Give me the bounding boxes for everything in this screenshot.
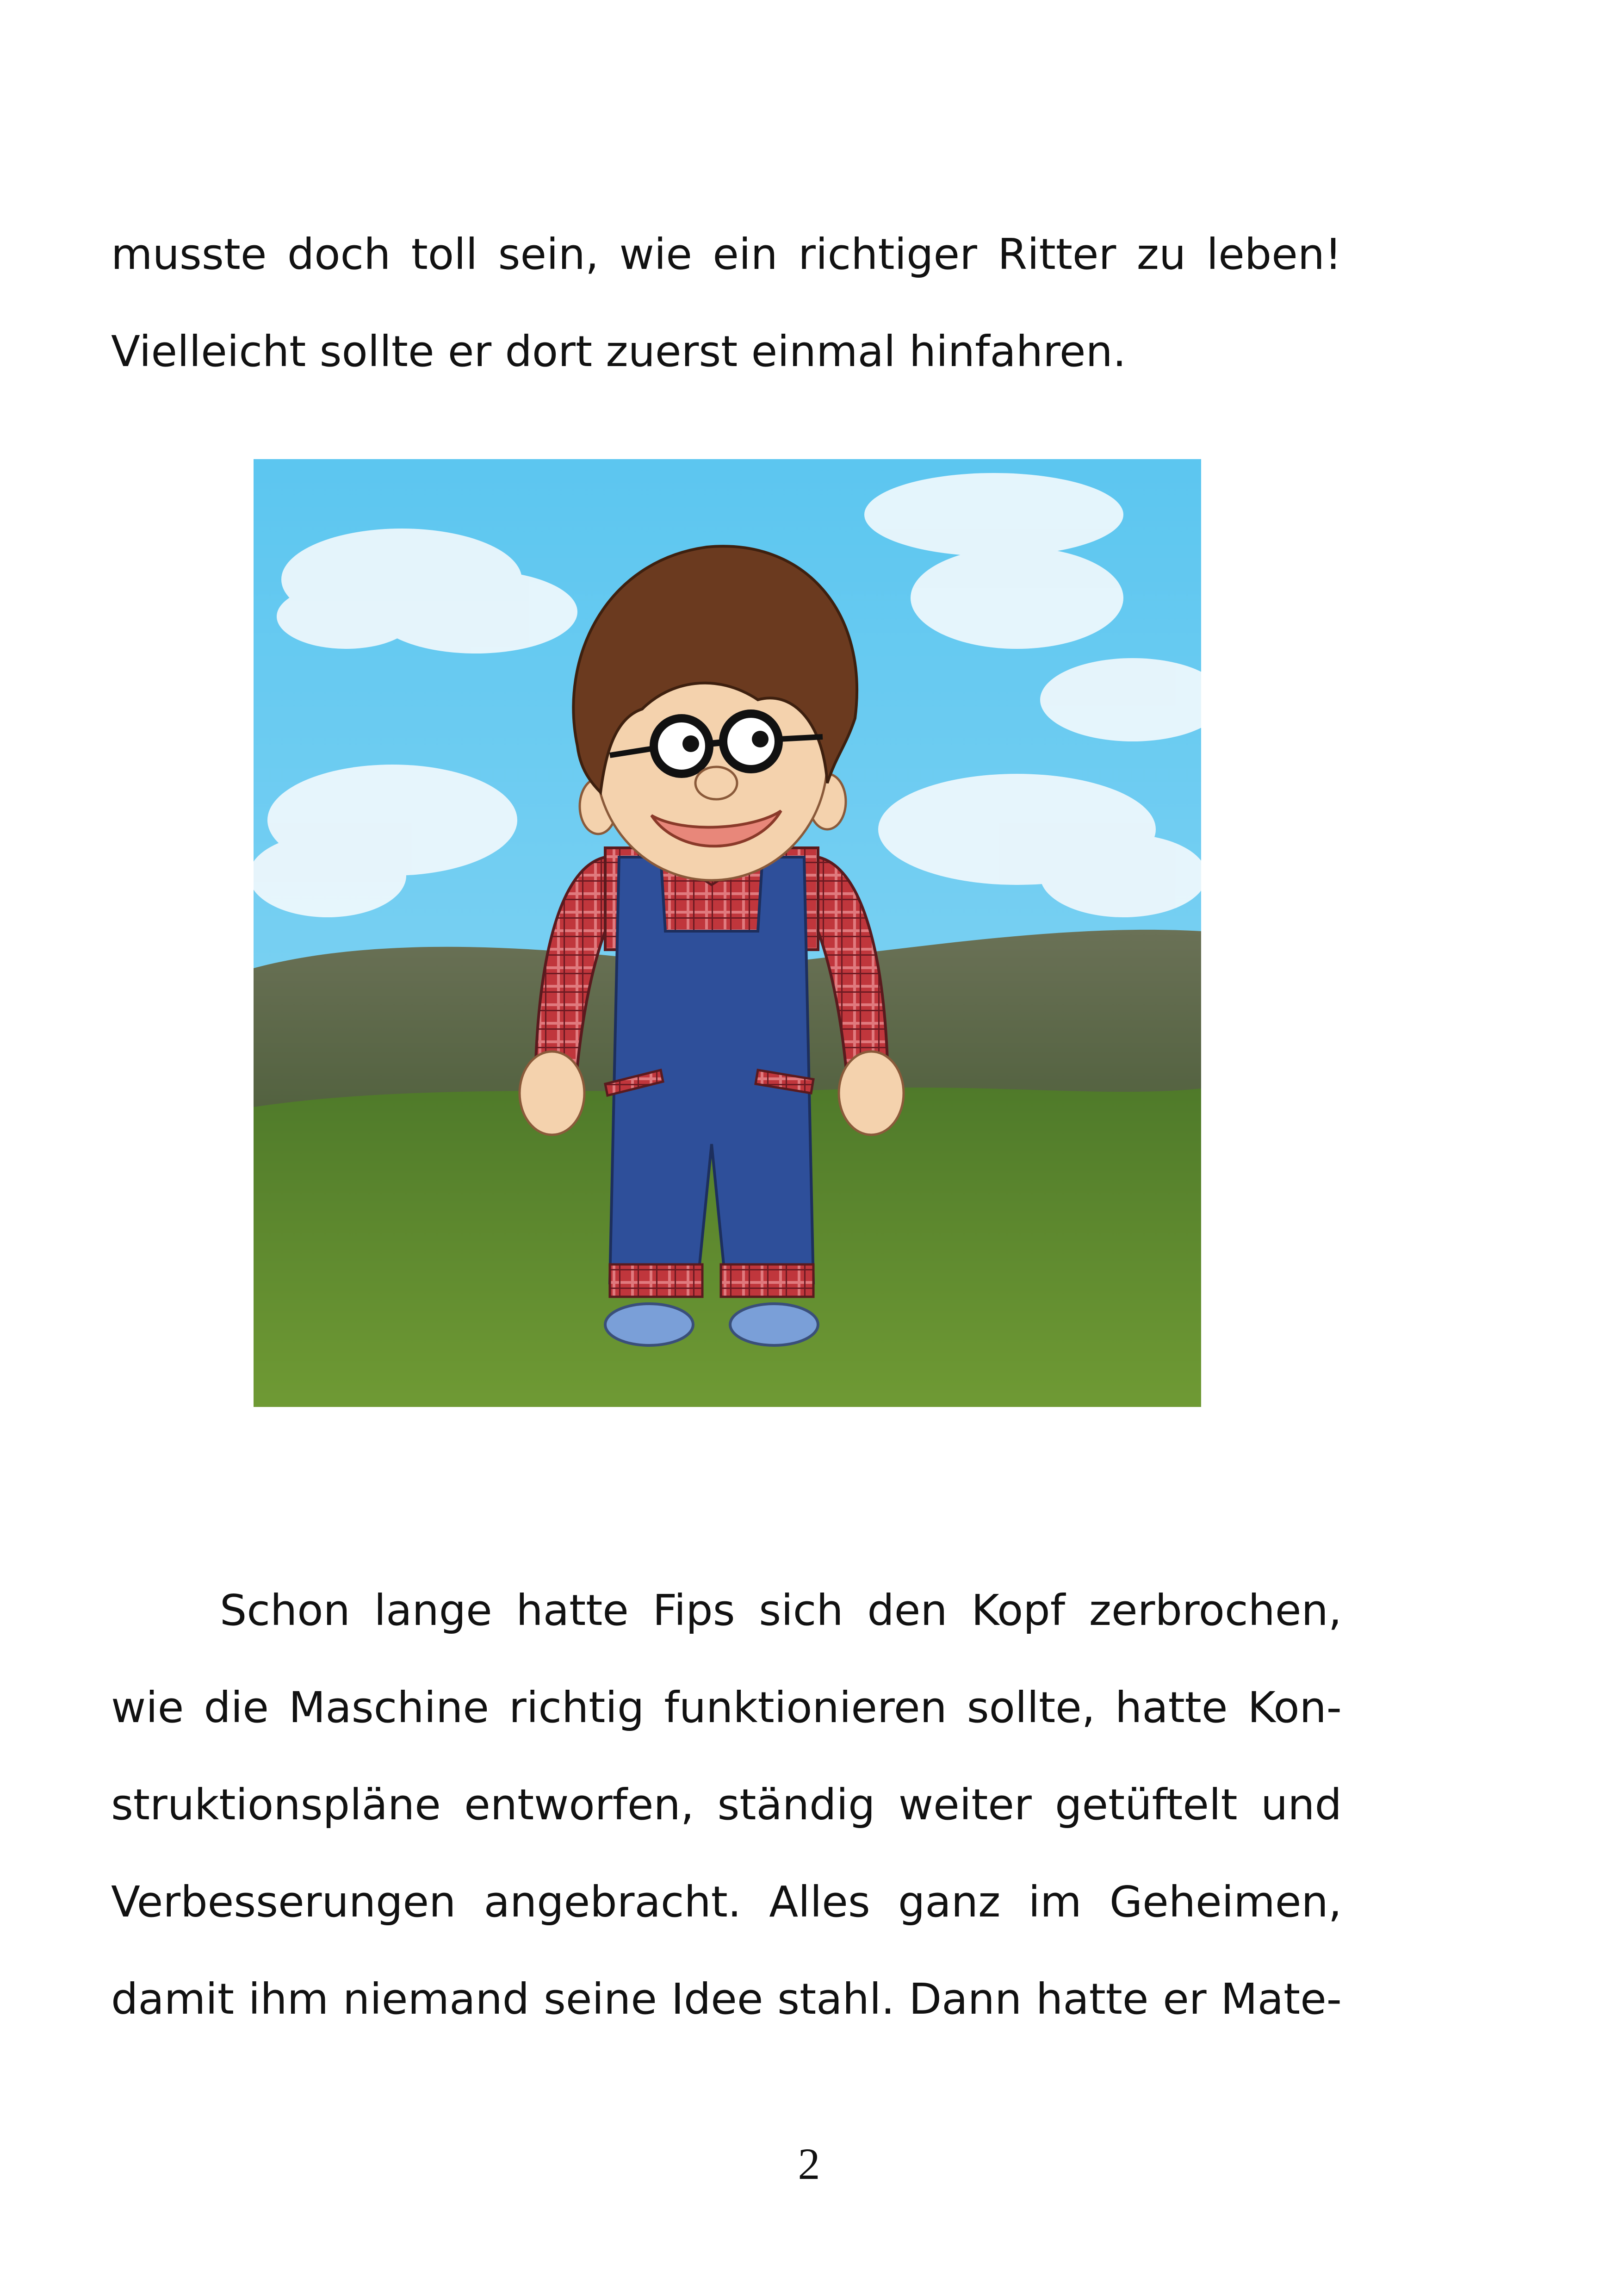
- overalls-cuff-right: [721, 1264, 813, 1297]
- fips-illustration: [254, 459, 1201, 1407]
- text-line: damit ihm niemand seine Idee stahl. Dann hatte er Mate-: [111, 1974, 1342, 2024]
- text-line: struktionspläne entworfen, ständig weiter getüftelt und: [111, 1780, 1342, 1829]
- nose: [695, 767, 737, 799]
- left-hand: [520, 1052, 584, 1135]
- page-number: 2: [798, 2139, 820, 2189]
- right-eye: [752, 731, 769, 747]
- right-hand: [839, 1052, 904, 1135]
- glasses-left-lens: [654, 718, 709, 774]
- glasses-bridge: [709, 742, 723, 744]
- text-line: Vielleicht sollte er dort zuerst einmal hinfahren.: [111, 327, 1127, 376]
- right-shoe: [730, 1304, 818, 1345]
- text-line: musste doch toll sein, wie ein richtiger Ritter zu leben!: [111, 230, 1342, 279]
- text-line: Verbesserungen angebracht. Alles ganz im Geheimen,: [111, 1877, 1342, 1927]
- text-line: Schon lange hatte Fips sich den Kopf zerbrochen,: [220, 1586, 1342, 1635]
- text-line: wie die Maschine richtig funktionieren sollte, hatte Kon-: [111, 1683, 1342, 1732]
- glasses-right-lens: [723, 714, 779, 769]
- left-eye: [682, 735, 699, 752]
- overalls-cuff-left: [610, 1264, 702, 1297]
- glasses-arm-right: [779, 737, 823, 739]
- left-shoe: [605, 1304, 693, 1345]
